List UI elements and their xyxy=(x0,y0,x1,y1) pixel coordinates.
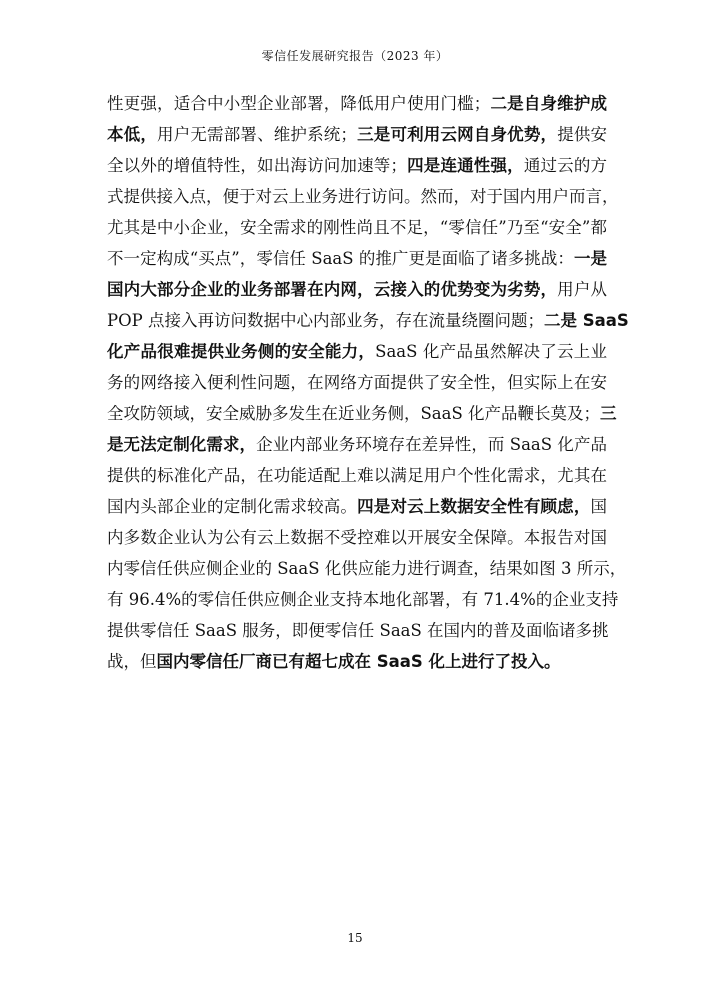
text-line xyxy=(107,491,607,522)
text-line xyxy=(107,305,629,336)
bold-text-run: 化产品很难提供业务侧的安全能力， xyxy=(107,342,376,361)
text-line xyxy=(107,212,607,243)
text-run: 用户从 xyxy=(557,280,608,299)
text-run: 提供的标准化产品，在功能适配上难以满足用户个性化需求，尤其在 xyxy=(107,466,607,485)
text-run: 战，但 xyxy=(107,652,157,671)
text-line xyxy=(107,553,627,584)
bold-text-run: 国内零信任厂商已有超七成在 SaaS 化上进行了投入。 xyxy=(156,652,561,671)
text-run: POP 点接入再访问数据中心内部业务，存在流量绕圈问题； xyxy=(107,311,544,330)
text-line xyxy=(107,243,607,274)
text-line xyxy=(107,460,607,491)
bold-text-run: 四是连通性强， xyxy=(406,156,524,175)
bold-text-run: 三 xyxy=(600,404,617,423)
text-line xyxy=(107,88,607,119)
text-run: 企业内部业务环境存在差异性，而 SaaS 化产品 xyxy=(256,435,607,454)
bold-text-run: 国内大部分企业的业务部署在内网，云接入的优势变为劣势， xyxy=(107,280,558,299)
text-run: 全以外的增值特性，如出海访问加速等； xyxy=(107,156,407,175)
page-number: 15 xyxy=(347,931,363,945)
bold-text-run: 是无法定制化需求， xyxy=(107,435,257,454)
text-line xyxy=(107,181,619,212)
text-run: 国内头部企业的定制化需求较高。 xyxy=(107,497,358,516)
text-line xyxy=(107,150,607,181)
text-run: 不一定构成“买点”，零信任 SaaS 的推广更是面临了诸多挑战： xyxy=(107,249,574,268)
bold-text-run: 二是 SaaS xyxy=(543,311,629,330)
text-line xyxy=(107,646,607,677)
bold-text-run: 三是可利用云网自身优势， xyxy=(356,125,558,144)
text-line xyxy=(107,615,607,646)
bold-text-run: 二是自身维护成 xyxy=(490,94,608,113)
text-run: SaaS 化产品虽然解决了云上业 xyxy=(375,342,608,361)
text-run: 式提供接入点，便于对云上业务进行访问。然而，对于国内用户而言， xyxy=(107,187,619,206)
text-run: 用户无需部署、维护系统； xyxy=(157,125,357,144)
text-run: 国 xyxy=(590,497,608,516)
bold-text-run: 本低， xyxy=(107,125,158,144)
text-line xyxy=(107,336,607,367)
text-run: 提供零信任 SaaS 服务，即便零信任 SaaS 在国内的普及面临诸多挑 xyxy=(107,621,609,640)
text-line xyxy=(107,367,607,398)
text-run: 通过云的方 xyxy=(523,156,608,175)
text-run: 性更强，适合中小型企业部署，降低用户使用门槛； xyxy=(107,94,491,113)
text-line xyxy=(107,274,607,305)
text-run: 内零信任供应侧企业的 SaaS 化供应能力进行调查，结果如图 3 所示， xyxy=(107,559,627,578)
text-line xyxy=(107,429,607,460)
body-paragraph xyxy=(107,88,629,677)
text-line xyxy=(107,522,607,553)
text-line xyxy=(107,119,607,150)
text-run: 全攻防领域，安全威胁多发生在近业务侧，SaaS 化产品鞭长莫及； xyxy=(107,404,601,423)
text-run: 尤其是中小企业，安全需求的刚性尚且不足，“零信任”乃至“安全”都 xyxy=(107,218,607,237)
bold-text-run: 四是对云上数据安全性有顾虑， xyxy=(357,497,591,516)
text-run: 务的网络接入便利性问题，在网络方面提供了安全性，但实际上在安 xyxy=(107,373,607,392)
text-run: 内多数企业认为公有云上数据不受控难以开展安全保障。本报告对国 xyxy=(107,528,607,547)
bold-text-run: 一是 xyxy=(573,249,607,268)
text-run: 有 96.4%的零信任供应侧企业支持本地化部署，有 71.4%的企业支持 xyxy=(107,590,619,609)
text-line xyxy=(107,398,617,429)
text-run: 提供安 xyxy=(557,125,608,144)
page-header: 零信任发展研究报告（2023 年） xyxy=(261,49,449,63)
text-line xyxy=(107,584,619,615)
